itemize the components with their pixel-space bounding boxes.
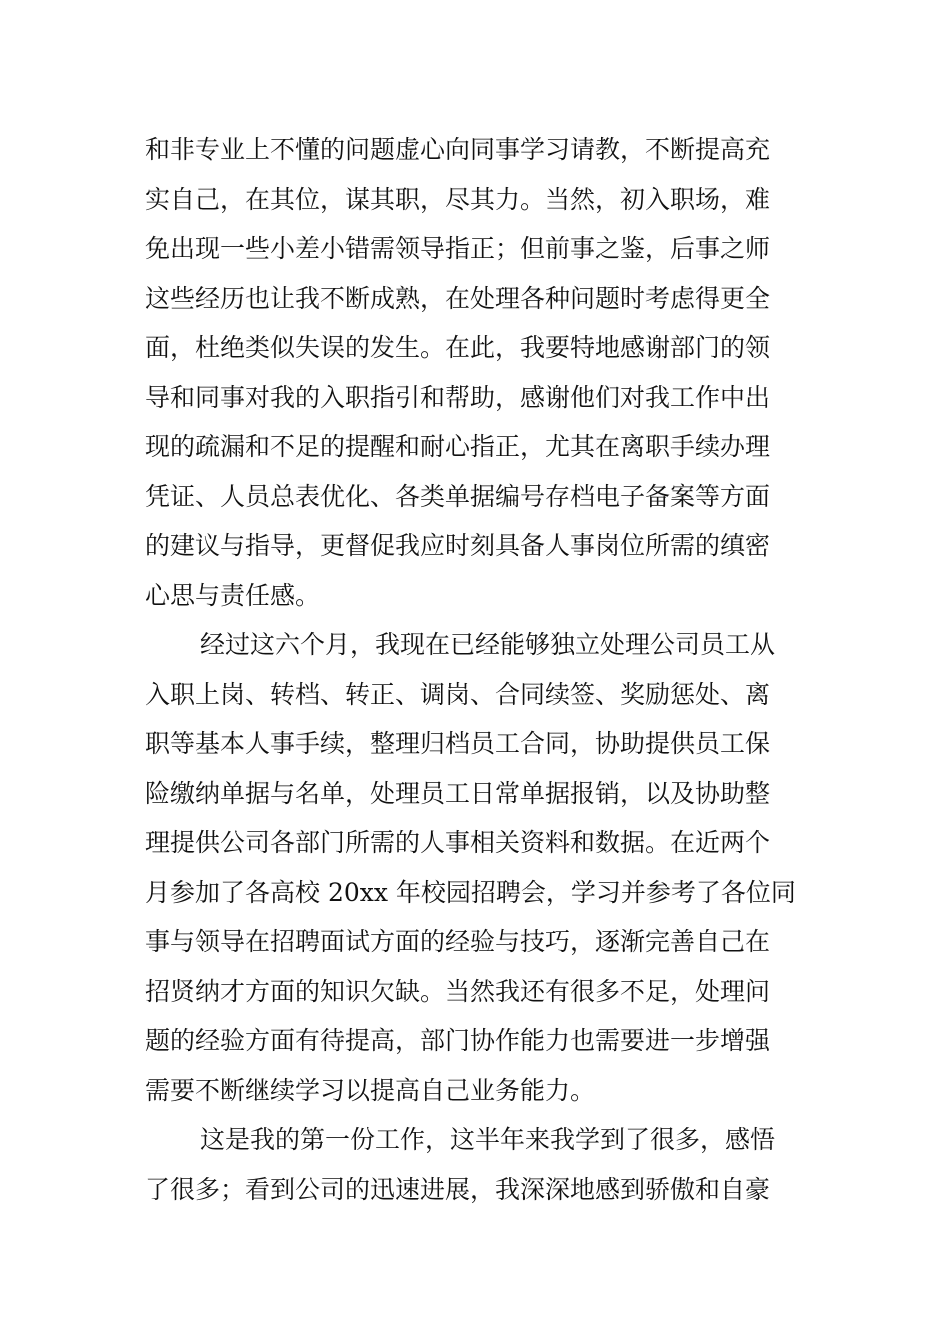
text-line: 和非专业上不懂的问题虚心向同事学习请教，不断提高充: [145, 135, 771, 164]
text-line: 的建议与指导，更督促我应时刻具备人事岗位所需的缜密: [145, 531, 771, 560]
text-line: 题的经验方面有待提高，部门协作能力也需要进一步增强: [145, 1026, 771, 1055]
text-line: 凭证、人员总表优化、各类单据编号存档电子备案等方面: [145, 481, 771, 511]
text-line: 这些经历也让我不断成熟，在处理各种问题时考虑得更全: [145, 283, 771, 313]
text-line: 导和同事对我的入职指引和帮助，感谢他们对我工作中出: [145, 382, 771, 412]
text-line: 实自己，在其位，谋其职，尽其力。当然，初入职场，难: [145, 184, 771, 214]
text-line: 免出现一些小差小错需领导指正；但前事之鉴，后事之师: [145, 234, 771, 263]
text-line: 招贤纳才方面的知识欠缺。当然我还有很多不足，处理问: [145, 976, 771, 1006]
text-line: 现的疏漏和不足的提醒和耐心指正，尤其在离职手续办理: [145, 432, 771, 461]
document-body: [145, 125, 810, 1214]
paragraph-start-line: 经过这六个月，我现在已经能够独立处理公司员工从: [200, 630, 776, 659]
text-line: 面，杜绝类似失误的发生。在此，我要特地感谢部门的领: [145, 333, 771, 362]
text-line: 了很多；看到公司的迅速进展，我深深地感到骄傲和自豪: [145, 1174, 771, 1204]
text-line: 需要不断继续学习以提高自己业务能力。: [145, 1075, 596, 1105]
text-line: 理提供公司各部门所需的人事相关资料和数据。在近两个: [145, 828, 771, 857]
paragraph-start-line: 这是我的第一份工作，这半年来我学到了很多，感悟: [200, 1125, 776, 1154]
text-line: 险缴纳单据与名单，处理员工日常单据报销，以及协助整: [145, 778, 771, 808]
text-line: 月参加了各高校 20xx 年校园招聘会，学习并参考了各位同: [145, 877, 796, 907]
text-line: 事与领导在招聘面试方面的经验与技巧，逐渐完善自己在: [145, 927, 771, 956]
text-line: 职等基本人事手续，整理归档员工合同，协助提供员工保: [145, 729, 771, 758]
text-line: 入职上岗、转档、转正、调岗、合同续签、奖励惩处、离: [145, 679, 771, 709]
text-line: 心思与责任感。: [145, 580, 321, 610]
